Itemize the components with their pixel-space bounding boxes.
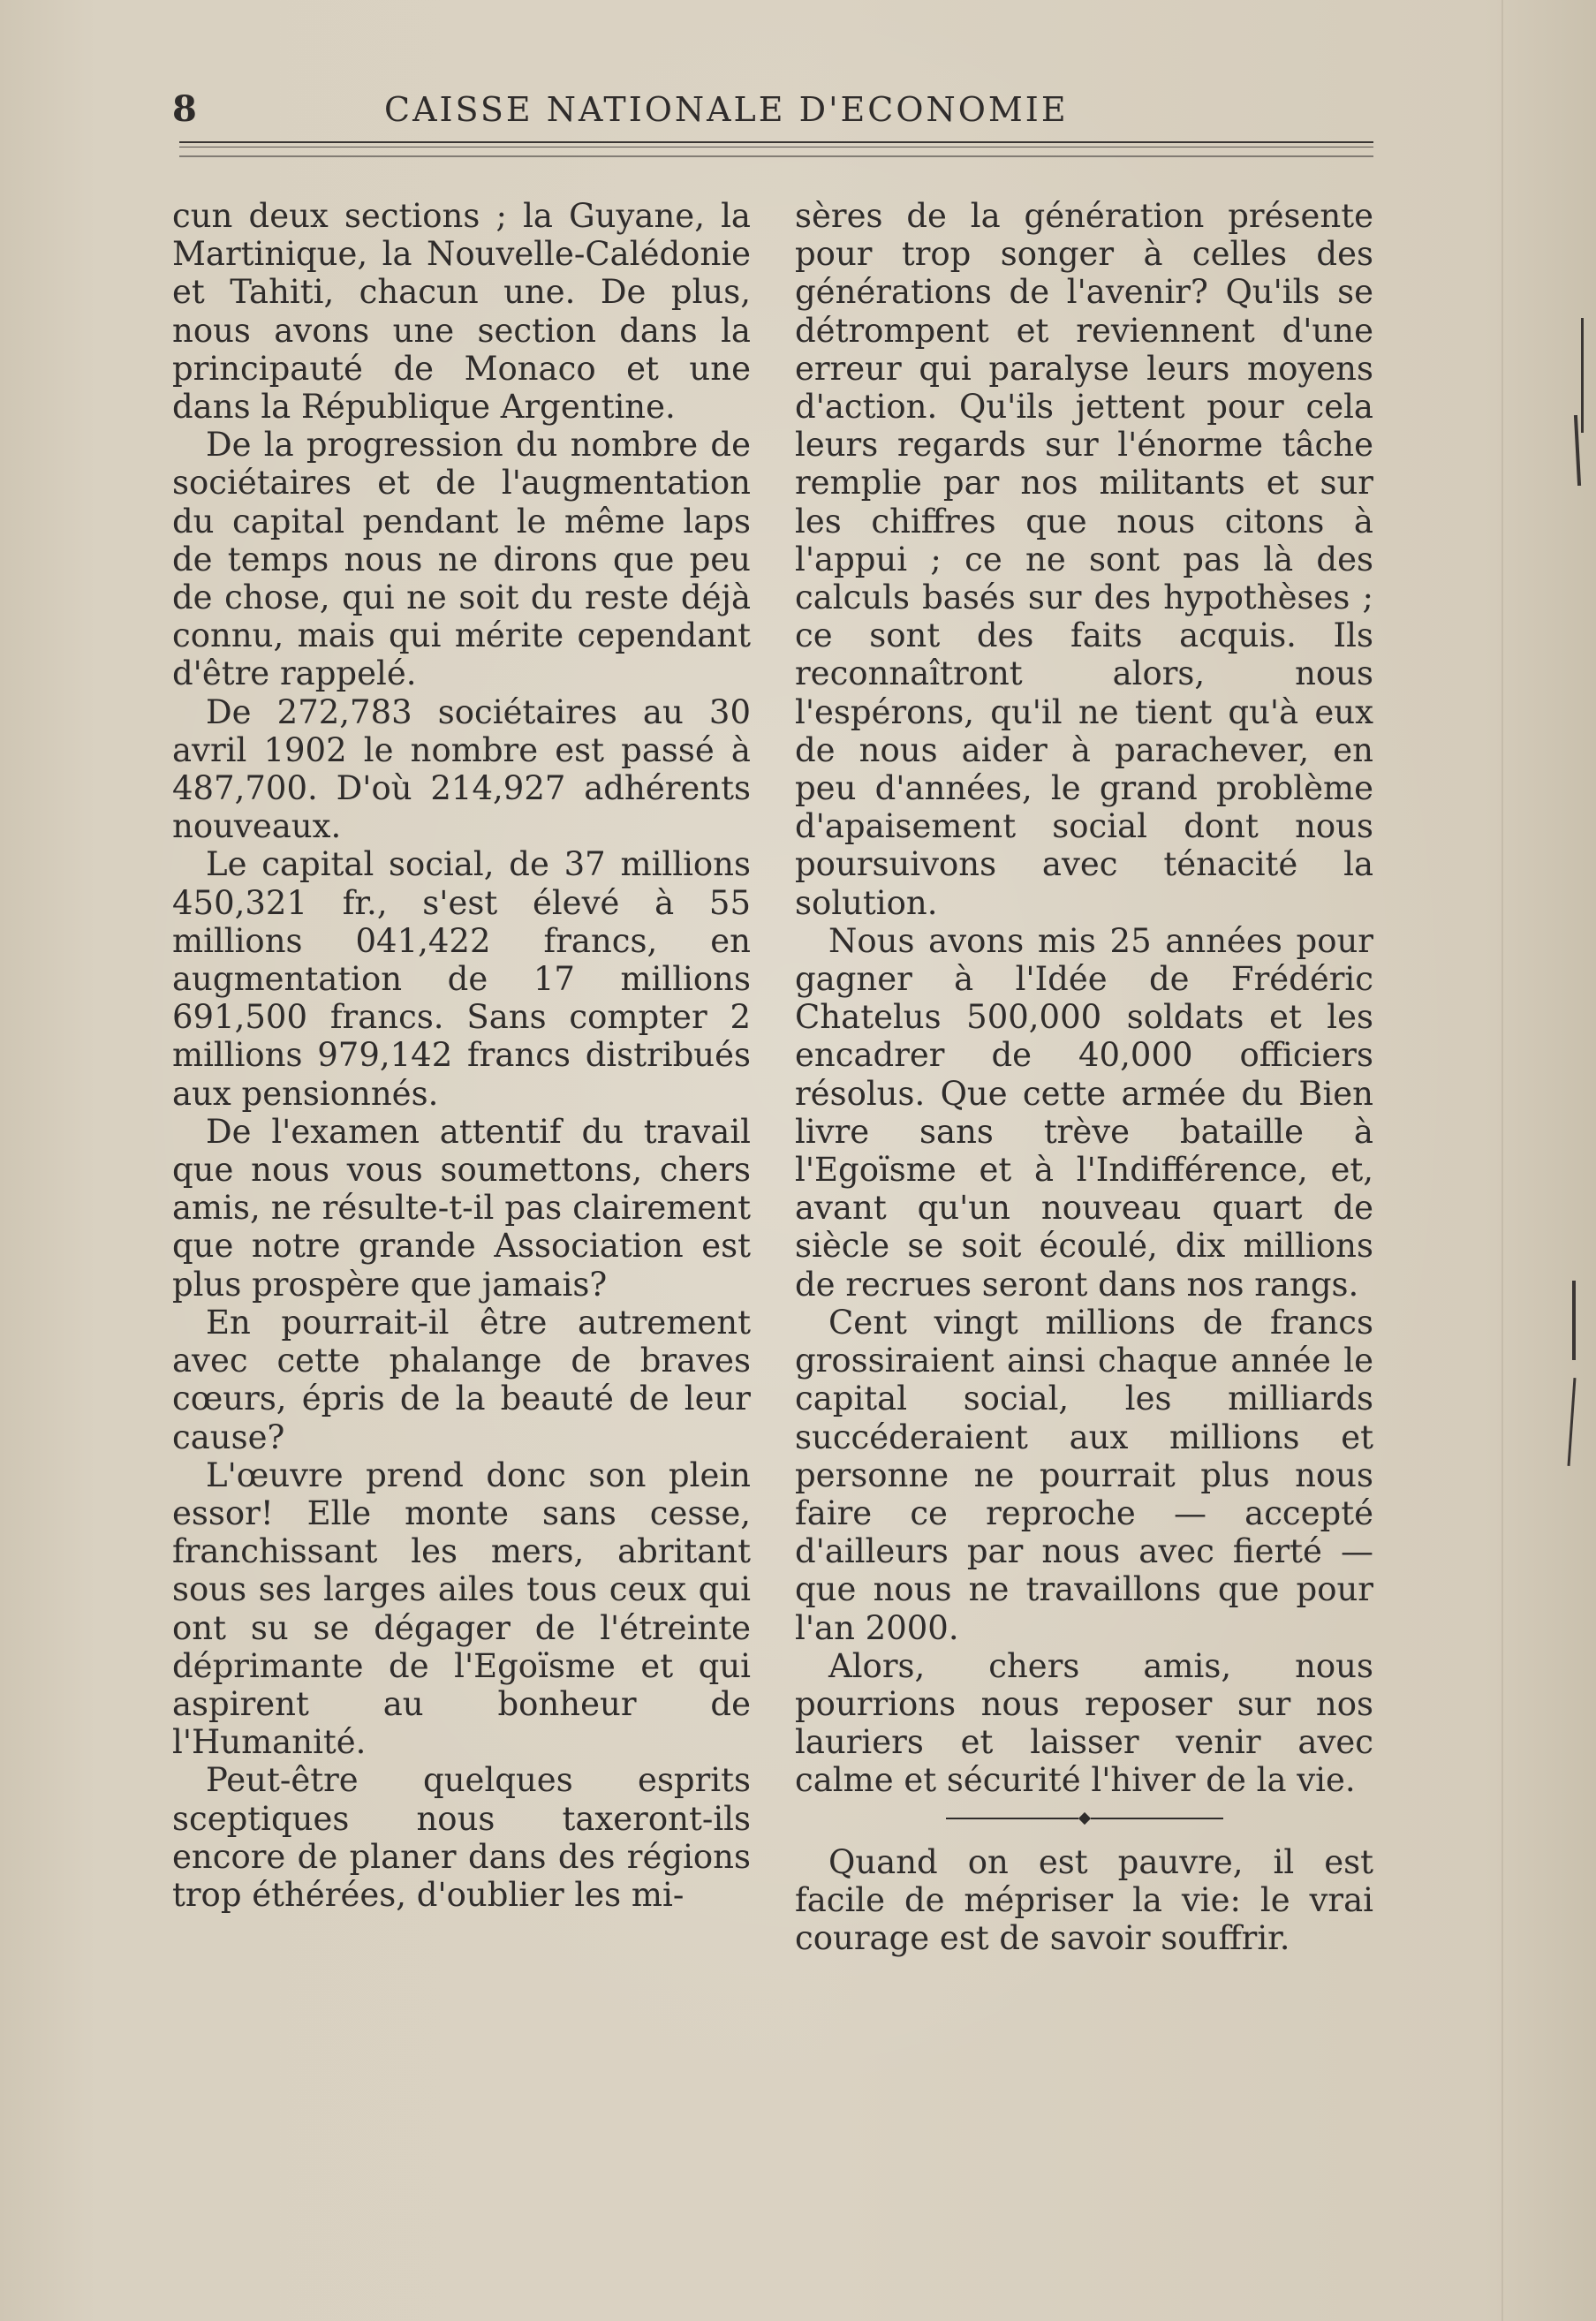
left-column — [172, 197, 751, 1914]
margin-pencil-mark — [1572, 1281, 1576, 1360]
divider-line — [1091, 1818, 1223, 1819]
paragraph: cun deux sections ; la Guyane, la Martinique, la Nouvelle-Calédonie et Tahiti, chacun une. De plus, nous avons une section dans la principauté de Monaco et une dans la République Argentine. — [172, 197, 751, 427]
paragraph: De 272,783 sociétaires au 30 avril 1902 le nombre est passé à 487,700. D'où 214,927 adhérents nouveaux. — [172, 692, 751, 846]
paragraph: Peut-être quelques esprits sceptiques nous taxeront-ils encore de planer dans des régions trop éthérées, d'oublier les mi- — [172, 1761, 751, 1914]
margin-pencil-mark — [1581, 318, 1584, 433]
page-number: 8 — [172, 88, 198, 130]
right-column — [795, 197, 1373, 1957]
paragraph: En pourrait-il être autrement avec cette phalange de braves cœurs, épris de la beauté de leur cause? — [172, 1303, 751, 1456]
running-title: CAISSE NATIONALE D'ECONOMIE — [384, 90, 1069, 129]
paragraph: sères de la génération présente pour trop songer à celles des générations de l'avenir? Qu'ils se détrompent et reviennent d'une erreur qui paralyse leurs moyens d'action. Qu'ils jettent pour cela leurs regards sur l'énorme tâche remplie par nos militants et sur les chiffres que nous citons à l'appui ; ce ne sont pas là des calculs basés sur des hypothèses ; ce sont des faits acquis. Ils reconnaîtront alors, nous l'espérons, qu'il ne tient qu'à eux de nous aider à parachever, en peu d'années, le grand problème d'apaisement social dont nous poursuivons avec ténacité la solution. — [795, 197, 1373, 922]
paragraph: De l'examen attentif du travail que nous vous soumettons, chers amis, ne résulte-t-il pas clairement que notre grande Association est plus prospère que jamais? — [172, 1112, 751, 1304]
divider-line — [946, 1818, 1078, 1819]
paragraph: L'œuvre prend donc son plein essor! Elle monte sans cesse, franchissant les mers, abritant sous ses larges ailes tous ceux qui ont su se dégager de l'étreinte déprimante de l'Egoïsme et qui aspirent au bonheur de l'Humanité. — [172, 1455, 751, 1762]
paragraph: Cent vingt millions de francs grossiraient ainsi chaque année le capital social, les milliards succéderaient aux millions et personne ne pourrait plus nous faire ce reproche — accepté d'ailleurs par nous avec fierté — que nous ne travaillons que pour l'an 2000. — [795, 1303, 1373, 1647]
page-header — [172, 81, 1378, 134]
header-rule — [179, 141, 1373, 143]
header-rule — [179, 155, 1373, 157]
margin-pencil-mark — [1574, 415, 1581, 486]
page-fold-shadow — [1501, 0, 1503, 2321]
paragraph: De la progression du nombre de sociétaires et de l'augmentation du capital pendant le même laps de temps nous ne dirons que peu de chose, qui ne soit du reste déjà connu, mais qui mérite cependant d'être rappelé. — [172, 426, 751, 693]
diamond-icon — [1078, 1812, 1090, 1825]
paragraph: Alors, chers amis, nous pourrions nous reposer sur nos lauriers et laisser venir avec calme et sécurité l'hiver de la vie. — [795, 1646, 1373, 1800]
maxim-paragraph: Quand on est pauvre, il est facile de mépriser la vie: le vrai courage est de savoir souffrir. — [795, 1842, 1373, 1957]
paragraph: Le capital social, de 37 millions 450,321 fr., s'est élevé à 55 millions 041,422 francs, en augmentation de 17 millions 691,500 francs. Sans compter 2 millions 979,142 francs distribués aux pensionnés. — [172, 845, 751, 1113]
section-divider-ornament — [795, 1800, 1373, 1838]
margin-pencil-mark — [1568, 1378, 1577, 1466]
paragraph: Nous avons mis 25 années pour gagner à l'Idée de Frédéric Chatelus 500,000 soldats et les encadrer de 40,000 officiers résolus. Que cette armée du Bien livre sans trève bataille à l'Egoïsme et à l'Indifférence, et, avant qu'un nouveau quart de siècle se soit écoulé, dix millions de recrues seront dans nos rangs. — [795, 921, 1373, 1304]
